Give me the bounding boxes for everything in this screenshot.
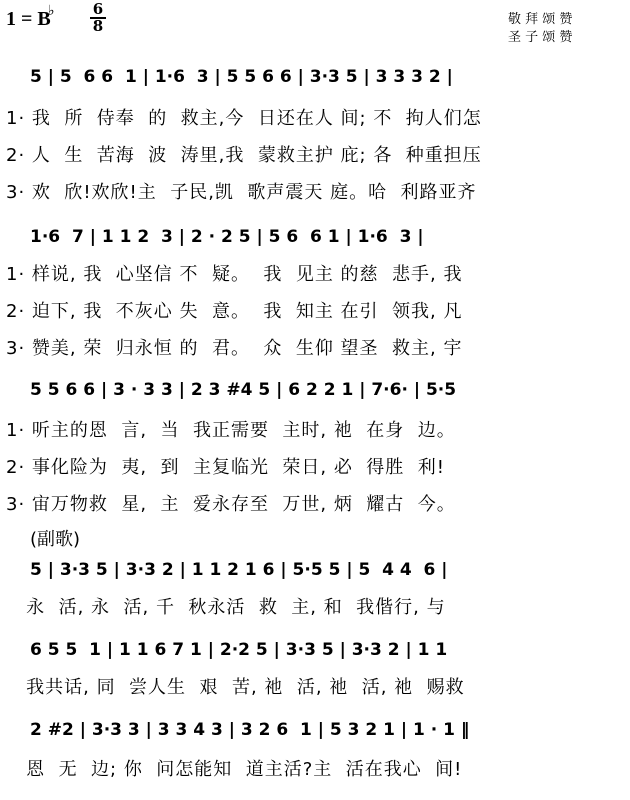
source-line-2: 圣 子 颂 赞 — [508, 30, 573, 45]
meter-bottom: 8 — [92, 17, 104, 35]
notes-row-1: 5 | 5 6 6 1 | 1·6 3 | 5 5 6 6 | 3·3 5 | 3 3 3 2 | — [30, 67, 453, 87]
lyric-3-3: 3· 宙万物救 星, 主 爱永存至 万世, 炳 耀古 今。 — [6, 494, 456, 515]
lyric-4-1: 永 活, 永 活, 千 秋永活 救 主, 和 我偕行, 与 — [6, 597, 446, 618]
meter-top: 6 — [90, 2, 106, 19]
notes-row-2: 1·6 7 | 1 1 2 3 | 2 · 2 5 | 5 6 6 1 | 1·6 3 | — [30, 227, 424, 247]
chorus-label: (副歌) — [30, 529, 81, 550]
time-signature — [90, 2, 106, 34]
notes-row-4: 5 | 3·3 5 | 3·3 2 | 1 1 2 1 6 | 5·5 5 | 5 4 4 6 | — [30, 560, 448, 580]
lyric-2-1: 1· 样说, 我 心坚信 不 疑。 我 见主 的慈 悲手, 我 — [6, 264, 463, 285]
lyric-2-2: 2· 迫下, 我 不灰心 失 意。 我 知主 在引 领我, 凡 — [6, 301, 463, 322]
lyric-5-1: 我共话, 同 尝人生 艰 苦, 祂 活, 祂 活, 祂 赐救 — [6, 677, 465, 698]
lyric-3-1: 1· 听主的恩 言, 当 我正需要 主时, 祂 在身 边。 — [6, 420, 456, 441]
lyric-1-1: 1· 我 所 侍奉 的 救主,今 日还在人 间; 不 拘人们怎 — [6, 108, 482, 129]
lyric-2-3: 3· 赞美, 荣 归永恒 的 君。 众 生仰 望圣 救主, 宇 — [6, 338, 463, 359]
key-label: 1 = B — [6, 8, 51, 30]
source-line-1: 敬 拜 颂 赞 — [508, 12, 573, 27]
notes-row-3: 5 5 6 6 | 3 · 3 3 | 2 3 #4 5 | 6 2 2 1 | 7·6· | 5·5 — [30, 380, 457, 400]
lyric-6-1: 恩 无 边; 你 问怎能知 道主活?主 活在我心 间! — [6, 759, 463, 780]
flat-sign: ♭ — [48, 3, 55, 19]
lyric-1-3: 3· 欢 欣!欢欣!主 子民,凯 歌声震天 庭。哈 利路亚齐 — [6, 182, 477, 203]
notes-row-5: 6 5 5 1 | 1 1 6 7 1 | 2·2 5 | 3·3 5 | 3·3 2 | 1 1 — [30, 640, 448, 660]
lyric-3-2: 2· 事化险为 夷, 到 主复临光 荣日, 必 得胜 利! — [6, 457, 445, 478]
lyric-1-2: 2· 人 生 苦海 波 涛里,我 蒙救主护 庇; 各 种重担压 — [6, 145, 482, 166]
notes-row-6: 2 #2 | 3·3 3 | 3 3 4 3 | 3 2 6 1 | 5 3 2 1 | 1 · 1 ‖ — [30, 720, 470, 740]
